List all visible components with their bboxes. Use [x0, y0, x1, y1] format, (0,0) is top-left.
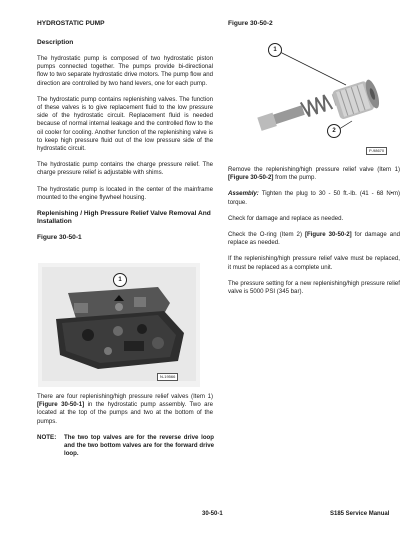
removal-heading: Replenishing / High Pressure Relief Valve Removal And Installation — [37, 210, 211, 226]
check-damage-paragraph: Check for damage and replace as needed. — [228, 214, 344, 222]
right-column — [228, 20, 400, 28]
callout-item-2: 2 — [327, 124, 341, 138]
description-paragraph-1: The hydrostatic pump is composed of two hydrostatic piston pumps connected together. The pumps provide bi-directional flow to two separate hydrostatic drive motors. The pump flow and direction are controlled by two hand levers, one for each pump. — [37, 55, 213, 87]
description-paragraph-2: The hydrostatic pump contains replenishing valves. The function of these valves is to give replacement fluid to the low pressure side of the hydrostatic circuit. Replacement fluid is needed because of normal internal leakage and the controlled flow to the oil cooler for cooling. Another function of the replenishing valve is to keep high pressure fluid out of the low pressure side of the hydrostatic circuit. — [37, 95, 213, 153]
pressure-setting-paragraph: The pressure setting for a new replenishing/high pressure relief valve is 5000 PSI (345 bar). — [228, 279, 400, 296]
callout-item-1: 1 — [268, 43, 282, 57]
section-title: HYDROSTATIC PUMP — [37, 20, 105, 27]
manual-title: S185 Service Manual — [330, 511, 390, 517]
remove-valve-paragraph — [228, 166, 400, 182]
figure-30-50-2-label: Figure 30-50-2 — [228, 20, 273, 27]
replace-unit-paragraph: If the replenishing/high pressure relief valve must be replaced, it must be replaced as a complete unit. — [228, 255, 400, 271]
note-text: The two top valves are for the reverse drive loop and the two bottom valves are for the forward drive loop. — [64, 434, 214, 458]
page-number: 30-50-1 — [202, 511, 223, 517]
valves-text: There are four replenishing/high pressure relief valves (Item 1) — [37, 393, 213, 400]
valves-text-end: in the hydrostatic pump assembly. Two are located at the top of the pumps and two at the bottom of the pumps. — [37, 401, 213, 425]
figure-reference-link: [Figure 30-50-2] — [304, 231, 352, 239]
figure-reference-code: P-98670 — [366, 147, 387, 155]
left-column-lower — [37, 393, 213, 426]
figure-reference-code: N-19566 — [157, 373, 178, 381]
callout-item-1: 1 — [113, 273, 127, 287]
description-paragraph-3: The hydrostatic pump contains the charge pressure relief. The charge pressure relief is adjustable with shims. — [37, 161, 213, 177]
assembly-text: Tighten the plug to 30 - 50 ft.-lb. (41 - 68 N•m) torque. — [228, 190, 400, 206]
valves-paragraph — [37, 393, 213, 426]
right-column-lower — [228, 166, 400, 296]
o-ring-text: Check the O-ring (Item 2) — [228, 231, 305, 239]
o-ring-text-end: for damage and replace as needed. — [228, 231, 400, 247]
assembly-paragraph — [228, 190, 400, 206]
figure-30-50-2-photo — [228, 33, 399, 156]
relief-valve-image — [228, 33, 399, 156]
o-ring-paragraph — [228, 231, 400, 247]
figure-30-50-1-photo — [38, 263, 200, 387]
remove-text: Remove the replenishing/high pressure relief valve (Item 1) — [228, 166, 400, 173]
note-label: NOTE: — [37, 434, 57, 441]
figure-reference-link: [Figure 30-50-2] — [228, 174, 274, 182]
figure-reference-link: [Figure 30-50-1] — [37, 401, 85, 409]
description-paragraph-4: The hydrostatic pump is located in the center of the mainframe mounted to the engine flywheel housing. — [37, 185, 213, 201]
assembly-label: Assembly: — [228, 190, 259, 198]
description-heading: Description — [37, 39, 74, 46]
remove-text-end: from the pump. — [273, 174, 317, 182]
figure-30-50-1-label: Figure 30-50-1 — [37, 234, 82, 242]
left-column — [37, 20, 213, 242]
